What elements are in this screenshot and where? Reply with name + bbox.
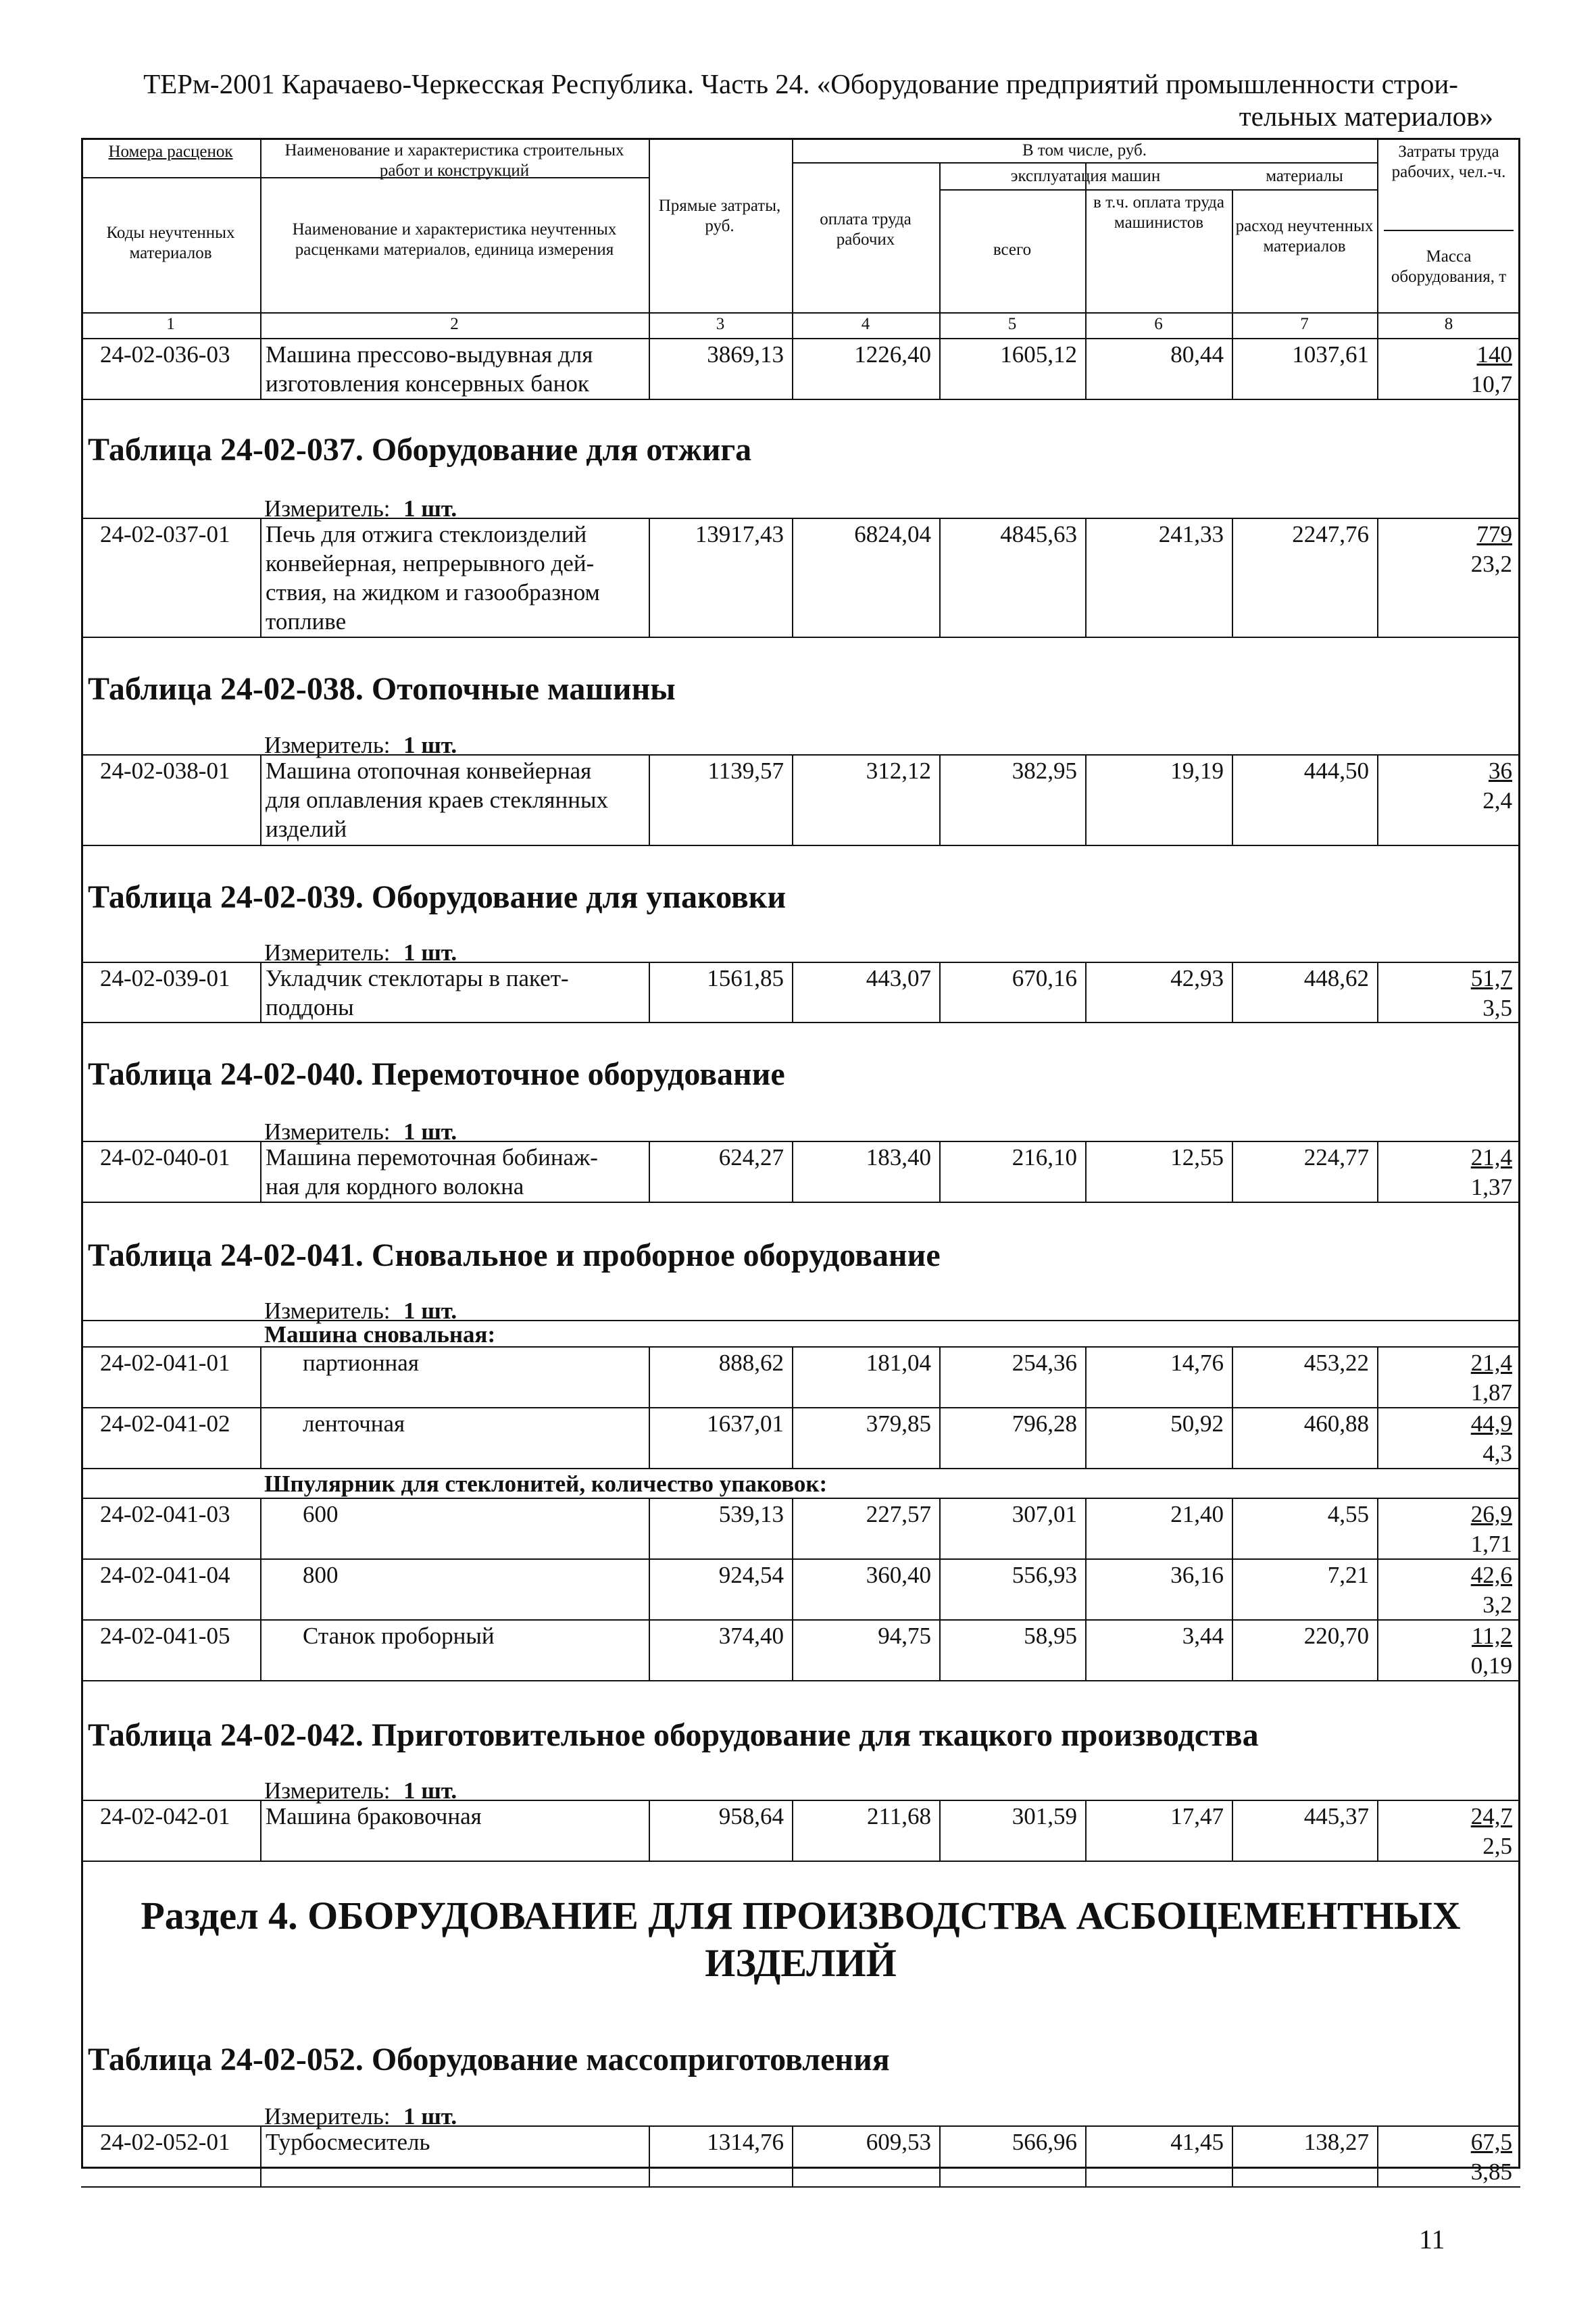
column-line — [1085, 754, 1087, 845]
column-line — [939, 754, 941, 845]
rate-direct: 1139,57 — [707, 758, 784, 784]
column-line — [1232, 338, 1233, 399]
rate-direct: 1637,01 — [707, 1410, 784, 1437]
rate-mach: 254,36 — [1012, 1350, 1077, 1376]
rule-line — [81, 1346, 1520, 1348]
rate-name: Машина прессово-выдувная для — [266, 341, 593, 368]
rate-name: 800 — [303, 1562, 339, 1588]
table-title: Таблица 24-02-042. Приготовительное оборудование для ткацкого производства — [88, 1717, 1259, 1753]
column-line — [260, 962, 261, 1022]
rate-mass: 2,4 — [1482, 787, 1512, 814]
rate-code: 24-02-041-02 — [100, 1410, 230, 1437]
rate-mach: 216,10 — [1012, 1144, 1077, 1171]
rate-direct: 1561,85 — [707, 965, 784, 991]
rule-line — [81, 399, 1520, 400]
rate-mass: 4,3 — [1482, 1440, 1512, 1467]
rate-mass: 23,2 — [1470, 551, 1512, 577]
rate-direct: 1314,76 — [707, 2129, 784, 2155]
column-line — [939, 2125, 941, 2186]
measure-value: 1 шт. — [403, 1298, 457, 1324]
rate-labor: 140 — [1476, 341, 1512, 368]
column-line — [792, 138, 793, 338]
rate-name: конвейерная, непрерывного дей- — [266, 550, 595, 576]
rate-mat: 138,27 — [1303, 2129, 1369, 2155]
rate-mach: 796,28 — [1012, 1410, 1077, 1437]
rate-mpay: 80,44 — [1170, 341, 1224, 368]
header-col5: всего — [993, 241, 1032, 259]
rate-pay: 227,57 — [866, 1501, 931, 1527]
column-line — [1085, 1407, 1087, 1468]
rate-mpay: 36,16 — [1170, 1562, 1224, 1588]
rate-mpay: 19,19 — [1170, 758, 1224, 784]
column-line — [260, 754, 261, 845]
header-col6: в т.ч. оплата труда машинистов — [1093, 193, 1224, 232]
header-col7: расход неучтенных материалов — [1235, 217, 1374, 255]
rate-mass: 2,5 — [1482, 1833, 1512, 1859]
rate-name: для оплавления краев стеклянных — [266, 787, 608, 813]
rule-line — [81, 1619, 1520, 1621]
rate-code: 24-02-041-01 — [100, 1350, 230, 1376]
rule-line — [81, 754, 1520, 756]
rate-direct: 3869,13 — [707, 341, 784, 368]
measure-label: Измеритель: — [264, 732, 391, 758]
column-line — [260, 1558, 261, 1619]
measure-label: Измеритель: — [264, 1777, 391, 1804]
rate-pay: 360,40 — [866, 1562, 931, 1588]
measure-label: Измеритель: — [264, 2103, 391, 2130]
table-title: Таблица 24-02-052. Оборудование массоприготовления — [88, 2042, 890, 2077]
rule-line — [792, 162, 1377, 164]
rate-code: 24-02-041-04 — [100, 1562, 230, 1588]
measure-label: Измеритель: — [264, 939, 391, 966]
rate-mach: 307,01 — [1012, 1501, 1077, 1527]
rate-mass: 3,5 — [1482, 995, 1512, 1021]
rate-mat: 460,88 — [1303, 1410, 1369, 1437]
page-header-line1: ТЕРм-2001 Карачаево-Черкесская Республика. Часть 24. «Оборудование предприятий промышленности строи- — [143, 68, 1458, 99]
rate-code: 24-02-042-01 — [100, 1803, 230, 1829]
rate-labor: 36 — [1489, 758, 1512, 784]
rule-line — [81, 845, 1520, 846]
rate-mass: 1,71 — [1470, 1531, 1512, 1557]
rate-labor: 24,7 — [1470, 1803, 1512, 1829]
rate-mass: 0,19 — [1470, 1652, 1512, 1679]
header-incl: В том числе, руб. — [1022, 141, 1147, 159]
column-line — [792, 1346, 793, 1407]
column-line — [792, 1619, 793, 1680]
measure-value: 1 шт. — [403, 1777, 457, 1804]
header-col-number: 4 — [861, 315, 870, 333]
column-line — [260, 1619, 261, 1680]
rate-direct: 539,13 — [718, 1501, 784, 1527]
rate-code: 24-02-037-01 — [100, 521, 230, 547]
column-line — [260, 518, 261, 637]
header-col-number: 8 — [1444, 315, 1453, 333]
rate-direct: 624,27 — [718, 1144, 784, 1171]
rate-mass: 3,2 — [1482, 1592, 1512, 1618]
column-line — [792, 1498, 793, 1558]
column-line — [260, 1800, 261, 1861]
rule-line — [81, 338, 1520, 339]
column-line — [1232, 1800, 1233, 1861]
rate-name: Машина отопочная конвейерная — [266, 758, 592, 784]
rate-mach: 670,16 — [1012, 965, 1077, 991]
column-line — [939, 1619, 941, 1680]
rate-mpay: 41,45 — [1170, 2129, 1224, 2155]
rate-mach: 556,93 — [1012, 1562, 1077, 1588]
rate-mach: 1605,12 — [1000, 341, 1077, 368]
header-materials: материалы — [1266, 167, 1343, 185]
table-title: Таблица 24-02-037. Оборудование для отжига — [88, 432, 752, 468]
rule-line — [81, 1202, 1520, 1203]
rate-pay: 609,53 — [866, 2129, 931, 2155]
header-machines: эксплуатация машин — [1010, 167, 1161, 185]
rate-code: 24-02-041-05 — [100, 1623, 230, 1649]
rule-line — [81, 2186, 1520, 2188]
column-line — [939, 1346, 941, 1407]
rate-name: ствия, на жидком и газообразном — [266, 579, 600, 606]
column-line — [792, 338, 793, 399]
rate-pay: 379,85 — [866, 1410, 931, 1437]
rate-labor: 779 — [1476, 521, 1512, 547]
column-line — [1085, 1619, 1087, 1680]
column-line — [260, 338, 261, 399]
rate-mat: 7,21 — [1327, 1562, 1369, 1588]
measure-label: Измеритель: — [264, 495, 391, 522]
rate-pay: 1226,40 — [854, 341, 931, 368]
rate-mass: 3,85 — [1470, 2159, 1512, 2185]
rate-mpay: 50,92 — [1170, 1410, 1224, 1437]
rate-pay: 211,68 — [867, 1803, 931, 1829]
rate-mpay: 21,40 — [1170, 1501, 1224, 1527]
column-line — [260, 138, 261, 338]
rule-line — [81, 1558, 1520, 1560]
rate-mass: 1,37 — [1470, 1174, 1512, 1200]
rate-mat: 444,50 — [1303, 758, 1369, 784]
rule-line — [81, 1141, 1520, 1142]
measure-value: 1 шт. — [403, 1118, 457, 1145]
column-line — [1085, 1800, 1087, 1861]
rate-name: ная для кордного волокна — [266, 1173, 524, 1200]
table-title: Таблица 24-02-039. Оборудование для упаковки — [88, 879, 787, 915]
column-line — [939, 962, 941, 1022]
measure-label: Измеритель: — [264, 1118, 391, 1145]
rule-line — [81, 962, 1520, 963]
measure-value: 1 шт. — [403, 732, 457, 758]
rate-mat: 2247,76 — [1292, 521, 1369, 547]
rate-name: Укладчик стеклотары в пакет- — [266, 965, 569, 991]
table-title: Таблица 24-02-040. Перемоточное оборудование — [88, 1056, 785, 1092]
column-line — [1085, 1346, 1087, 1407]
header-col8-a: Затраты труда рабочих, чел.-ч. — [1391, 143, 1506, 181]
rate-mat: 453,22 — [1303, 1350, 1369, 1376]
rate-name: 600 — [303, 1501, 339, 1527]
rule-line — [81, 1498, 1520, 1499]
rate-mach: 58,95 — [1024, 1623, 1077, 1649]
measure-value: 1 шт. — [403, 495, 457, 522]
rule-line — [81, 177, 260, 178]
rate-labor: 26,9 — [1470, 1501, 1512, 1527]
page-number: 11 — [1419, 2224, 1445, 2255]
column-line — [939, 1558, 941, 1619]
subheading: Машина сновальная: — [264, 1321, 496, 1348]
rate-name: партионная — [303, 1350, 419, 1376]
rate-mat: 1037,61 — [1292, 341, 1369, 368]
rate-mat: 224,77 — [1303, 1144, 1369, 1171]
rate-code: 24-02-052-01 — [100, 2129, 230, 2155]
rate-pay: 183,40 — [866, 1144, 931, 1171]
column-line — [792, 518, 793, 637]
column-line — [939, 1800, 941, 1861]
column-line — [1232, 962, 1233, 1022]
rate-mpay: 12,55 — [1170, 1144, 1224, 1171]
column-line — [792, 2125, 793, 2186]
rate-direct: 958,64 — [718, 1803, 784, 1829]
rate-labor: 21,4 — [1470, 1350, 1512, 1376]
column-line — [1085, 162, 1087, 338]
rate-labor: 51,7 — [1470, 965, 1512, 991]
rate-name: ленточная — [303, 1410, 405, 1437]
measure-value: 1 шт. — [403, 939, 457, 966]
table-title: Таблица 24-02-041. Сновальное и проборное оборудование — [88, 1237, 941, 1273]
column-line — [1232, 1558, 1233, 1619]
rate-mpay: 3,44 — [1182, 1623, 1224, 1649]
column-line — [1232, 1407, 1233, 1468]
rate-name: Машина перемоточная бобинаж- — [266, 1144, 598, 1171]
rate-name: поддоны — [266, 994, 354, 1020]
header-col-number: 5 — [1007, 315, 1017, 333]
rate-mat: 220,70 — [1303, 1623, 1369, 1649]
column-line — [1232, 518, 1233, 637]
column-line — [1085, 518, 1087, 637]
rate-mass: 1,87 — [1470, 1379, 1512, 1406]
column-line — [792, 1800, 793, 1861]
header-col2-a: Наименование и характеристика строительных работ и конструкций — [284, 141, 624, 180]
rate-pay: 312,12 — [866, 758, 931, 784]
column-line — [1085, 1558, 1087, 1619]
rule-line — [1384, 230, 1514, 231]
header-col1-a: Номера расценок — [108, 143, 233, 161]
column-line — [792, 1558, 793, 1619]
rule-line — [81, 518, 1520, 519]
column-line — [939, 518, 941, 637]
column-line — [1085, 1498, 1087, 1558]
rate-direct: 374,40 — [718, 1623, 784, 1649]
rate-labor: 11,2 — [1472, 1623, 1512, 1649]
column-line — [1232, 1346, 1233, 1407]
rate-direct: 888,62 — [718, 1350, 784, 1376]
rate-name: топливе — [266, 608, 347, 635]
rule-line — [81, 1407, 1520, 1408]
header-col1-b: Коды неучтенных материалов — [106, 224, 235, 262]
rate-name: Станок проборный — [303, 1623, 495, 1649]
rule-line — [81, 2125, 1520, 2127]
rate-mpay: 17,47 — [1170, 1803, 1224, 1829]
header-col3: Прямые затраты, руб. — [658, 197, 781, 235]
column-line — [260, 1407, 261, 1468]
column-line — [1232, 1498, 1233, 1558]
rule-line — [81, 637, 1520, 638]
rate-labor: 44,9 — [1470, 1410, 1512, 1437]
header-col-number: 3 — [716, 315, 725, 333]
rate-mach: 382,95 — [1012, 758, 1077, 784]
column-line — [1232, 754, 1233, 845]
column-line — [792, 1407, 793, 1468]
rate-mach: 4845,63 — [1000, 521, 1077, 547]
column-line — [1085, 2125, 1087, 2186]
header-col-number: 1 — [166, 315, 175, 333]
rate-mpay: 14,76 — [1170, 1350, 1224, 1376]
rate-code: 24-02-039-01 — [100, 965, 230, 991]
rule-line — [81, 1861, 1520, 1862]
rate-direct: 924,54 — [718, 1562, 784, 1588]
column-line — [939, 1498, 941, 1558]
rate-mpay: 241,33 — [1158, 521, 1224, 547]
rule-line — [81, 1800, 1520, 1801]
rate-pay: 181,04 — [866, 1350, 931, 1376]
rate-name: изделий — [266, 816, 347, 842]
column-line — [260, 1141, 261, 1202]
column-line — [1085, 338, 1087, 399]
column-line — [649, 138, 650, 338]
rate-labor: 67,5 — [1470, 2129, 1512, 2155]
rate-mach: 566,96 — [1012, 2129, 1077, 2155]
section-title-line1: Раздел 4. ОБОРУДОВАНИЕ ДЛЯ ПРОИЗВОДСТВА АСБОЦЕМЕНТНЫХ — [141, 1894, 1461, 1938]
rule-line — [81, 1468, 1520, 1469]
column-line — [1232, 1619, 1233, 1680]
column-line — [1085, 962, 1087, 1022]
header-col2-b: Наименование и характеристика неучтенных расценками материалов, единица измерения — [292, 220, 617, 259]
rate-code: 24-02-040-01 — [100, 1144, 230, 1171]
rate-labor: 42,6 — [1470, 1562, 1512, 1588]
rate-pay: 94,75 — [878, 1623, 931, 1649]
rate-name: Машина браковочная — [266, 1803, 482, 1829]
rate-code: 24-02-036-03 — [100, 341, 230, 368]
rate-direct: 13917,43 — [695, 521, 784, 547]
column-line — [939, 162, 941, 338]
rate-mpay: 42,93 — [1170, 965, 1224, 991]
column-line — [939, 338, 941, 399]
column-line — [1232, 2125, 1233, 2186]
table-title: Таблица 24-02-038. Отопочные машины — [88, 671, 676, 707]
column-line — [792, 962, 793, 1022]
rate-name: Печь для отжига стеклоизделий — [266, 521, 587, 547]
header-col8-b: Масса оборудования, т — [1391, 247, 1507, 286]
header-col4: оплата труда рабочих — [820, 210, 912, 249]
column-line — [792, 1141, 793, 1202]
rule-line — [81, 312, 1520, 314]
rate-name: изготовления консервных банок — [266, 370, 589, 397]
measure-value: 1 шт. — [403, 2103, 457, 2130]
rate-name: Турбосмеситель — [266, 2129, 430, 2155]
rate-mass: 10,7 — [1470, 371, 1512, 397]
rate-mach: 301,59 — [1012, 1803, 1077, 1829]
rule-line — [81, 1680, 1520, 1681]
column-line — [792, 754, 793, 845]
measure-label: Измеритель: — [264, 1298, 391, 1324]
column-line — [260, 1346, 261, 1407]
subheading: Шпулярник для стеклонитей, количество упаковок: — [264, 1471, 828, 1497]
column-line — [939, 1407, 941, 1468]
column-line — [939, 1141, 941, 1202]
rate-mat: 448,62 — [1303, 965, 1369, 991]
rate-code: 24-02-041-03 — [100, 1501, 230, 1527]
section-title-line2: ИЗДЕЛИЙ — [705, 1941, 897, 1985]
rate-pay: 6824,04 — [854, 521, 931, 547]
header-col-number: 7 — [1300, 315, 1309, 333]
header-col-number: 2 — [450, 315, 459, 333]
rate-mat: 445,37 — [1303, 1803, 1369, 1829]
rate-labor: 21,4 — [1470, 1144, 1512, 1171]
rate-pay: 443,07 — [866, 965, 931, 991]
column-line — [260, 2125, 261, 2186]
column-line — [1377, 138, 1378, 338]
header-col-number: 6 — [1154, 315, 1163, 333]
column-line — [1085, 1141, 1087, 1202]
rate-mat: 4,55 — [1327, 1501, 1369, 1527]
page-header-line2: тельных материалов» — [1239, 101, 1493, 132]
rate-code: 24-02-038-01 — [100, 758, 230, 784]
rule-line — [939, 189, 1377, 191]
column-line — [1232, 1141, 1233, 1202]
column-line — [260, 1498, 261, 1558]
